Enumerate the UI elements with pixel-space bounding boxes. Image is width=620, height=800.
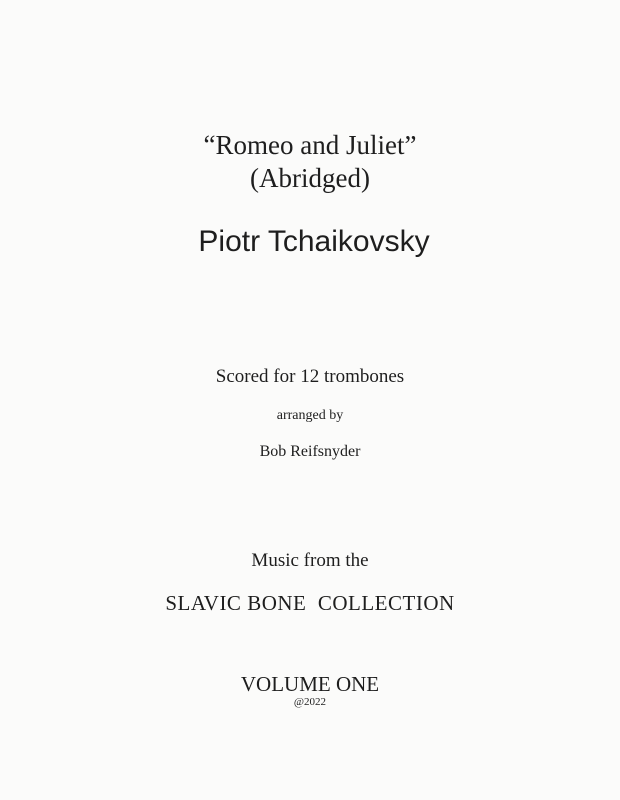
arranger-name: Bob Reifsnyder <box>259 443 361 460</box>
volume-label: VOLUME ONE <box>240 672 380 696</box>
title-line-1: “Romeo and Juliet” <box>203 130 417 160</box>
copyright-notice: @2022 <box>293 696 327 708</box>
scoring-note: Scored for 12 trombones <box>215 366 405 387</box>
music-from-label: Music from the <box>251 550 369 571</box>
composer-name: Piotr Tchaikovsky <box>198 225 430 258</box>
collection-name: SLAVIC BONE COLLECTION <box>165 591 455 615</box>
title-line-2: (Abridged) <box>250 163 370 193</box>
arranged-by-label: arranged by <box>276 408 344 423</box>
